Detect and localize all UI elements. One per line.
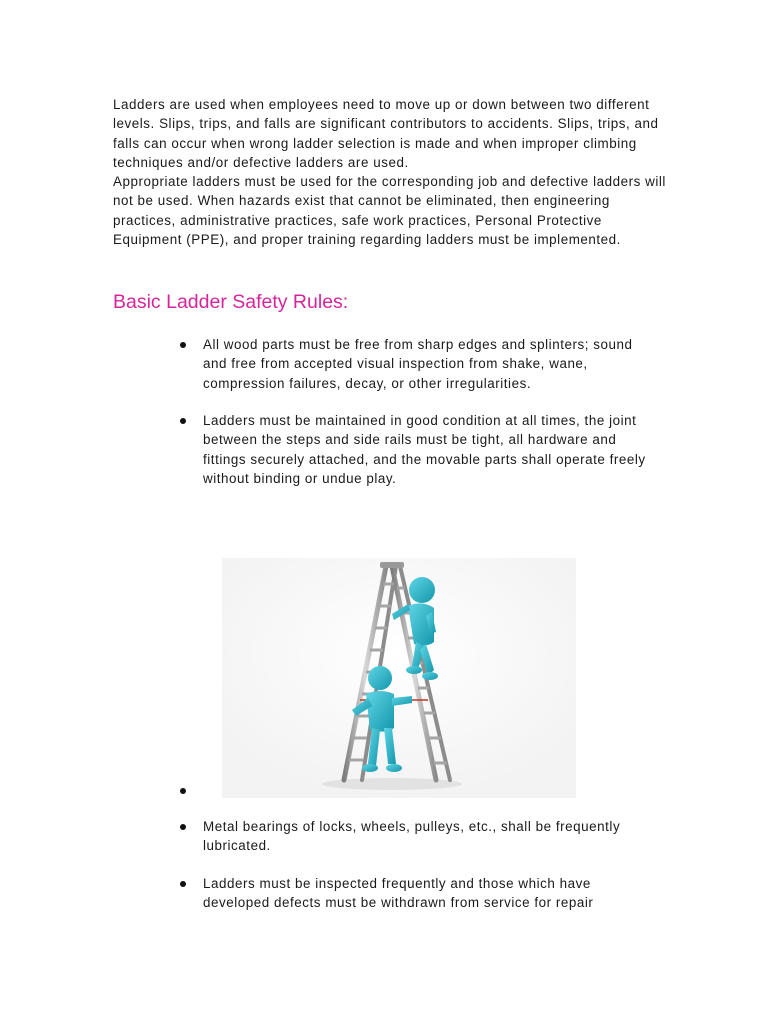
ladder-illustration [222, 558, 576, 798]
list-item-text: All wood parts must be free from sharp edges and splinters; sound and free from accepted visual inspection from shake, wane, compression failures, decay, or other irregularities. [203, 337, 633, 391]
list-item [176, 411, 646, 488]
list-item [176, 817, 646, 856]
bullet-icon [180, 418, 186, 424]
list-item [176, 874, 646, 913]
list-item-text: Ladders must be maintained in good condition at all times, the joint between the steps and side rails must be tight, all hardware and fittings securely attached, and the movable parts shall operate freely without binding or undue play. [203, 413, 646, 486]
intro-paragraph-2: Appropriate ladders must be used for the corresponding job and defective ladders will not be used. When hazards exist that cannot be eliminated, then engineering practices, administrative practices, safe work practices, Personal Protective Equipment (PPE), and proper training regarding ladders must be implemented. [113, 174, 666, 248]
list-item-text: Metal bearings of locks, wheels, pulleys, etc., shall be frequently lubricated. [203, 819, 621, 854]
bullet-icon [180, 824, 186, 830]
bullet-icon [180, 788, 186, 794]
bullet-icon [180, 881, 186, 887]
intro-paragraph-1: Ladders are used when employees need to move up or down between two different levels. Slips, trips, and falls are significant contributors to accidents. Slips, trips, and falls can occur when wrong ladder selection is made and when improper climbing techniques and/or defective ladders are used. [113, 97, 659, 170]
list-item [176, 335, 646, 393]
list-item-text: Ladders must be inspected frequently and those which have developed defects must be withdrawn from service for repair [203, 876, 594, 911]
bullet-icon [180, 342, 186, 348]
intro-text [113, 95, 673, 249]
section-heading: Basic Ladder Safety Rules: [113, 291, 349, 313]
